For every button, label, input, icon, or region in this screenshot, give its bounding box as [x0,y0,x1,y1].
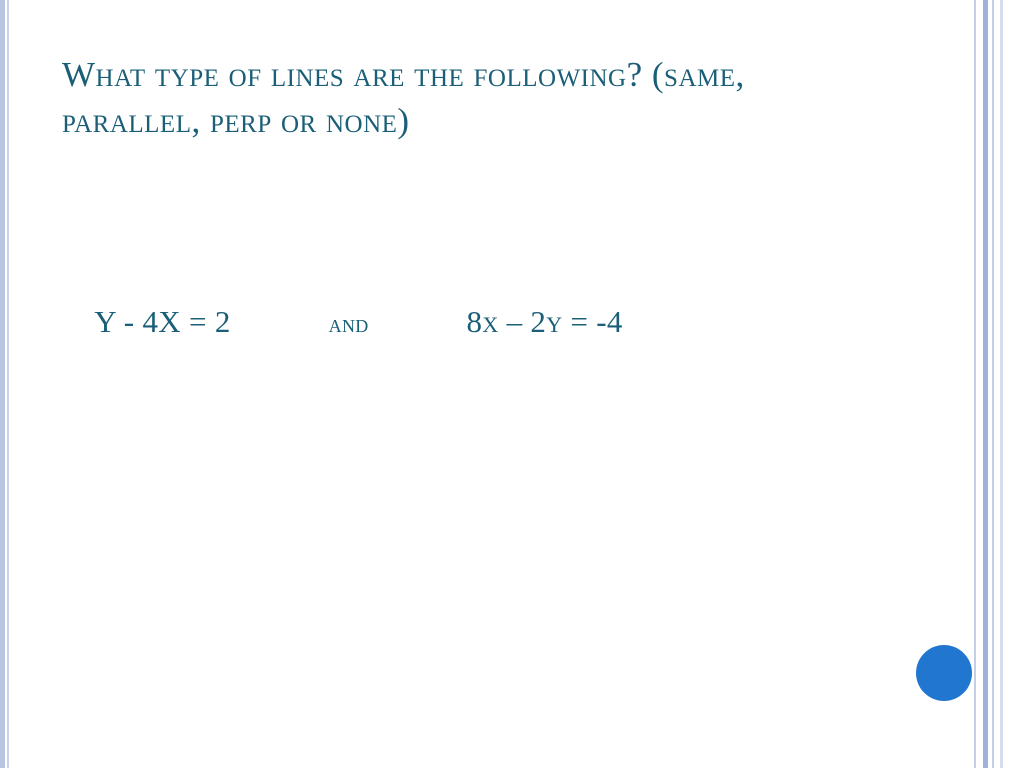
slide-content [62,52,892,144]
equation-right: 8x – 2y = -4 [466,304,623,339]
decorative-circle [916,645,972,701]
equation-conjunction: and [328,311,369,338]
right-edge-line-3 [992,0,994,768]
right-edge-line-1 [974,0,976,768]
left-edge-bar-thin [7,0,9,768]
right-edge-line-4 [1000,0,1003,768]
page-title: What type of lines are the following? (same, parallel, perp or none) [62,55,745,140]
left-edge-decoration [0,0,14,768]
equation-left: Y - 4X = 2 [94,304,231,339]
right-edge-line-2 [983,0,988,768]
equation-row [62,262,892,385]
left-edge-bar-thick [0,0,5,768]
right-edge-decoration [974,0,1024,768]
